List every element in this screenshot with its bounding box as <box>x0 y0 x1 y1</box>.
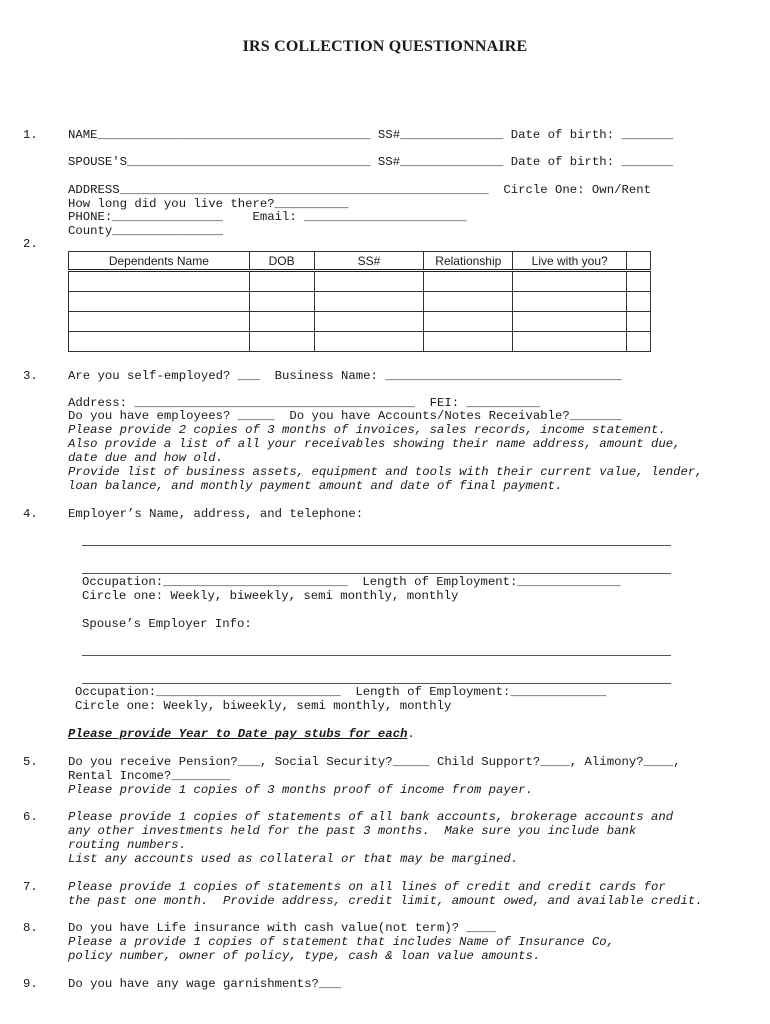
dependents-header-row <box>69 252 651 271</box>
table-cell[interactable] <box>314 271 424 292</box>
assets-instruction: Provide list of business assets, equipment and tools with their current value, lender, <box>68 465 703 479</box>
pension-line[interactable]: Do you receive Pension?___, Social Security?_____ Child Support?____, Alimony?____, <box>68 755 681 769</box>
table-cell[interactable] <box>424 332 513 352</box>
section-number-5: 5. <box>23 755 38 769</box>
assets-instruction-cont: loan balance, and monthly payment amount and date of final payment. <box>68 479 563 493</box>
section-number-7: 7. <box>23 880 38 894</box>
employees-line[interactable]: Do you have employees? _____ Do you have Accounts/Notes Receivable?_______ <box>68 409 622 423</box>
table-cell[interactable] <box>627 271 651 292</box>
occupation-line[interactable]: Occupation:_________________________ Length of Employment:______________ <box>82 575 621 589</box>
table-row <box>69 271 651 292</box>
spouse-occupation-line[interactable]: Occupation:_________________________ Length of Employment:_____________ <box>75 685 607 699</box>
section-number-2: 2. <box>23 237 38 251</box>
county-field-line[interactable]: County_______________ <box>68 224 223 238</box>
phone-email-field-line[interactable]: PHONE:_______________ Email: ______________________ <box>68 210 467 224</box>
section-number-3: 3. <box>23 369 38 383</box>
col-dob: DOB <box>249 252 314 271</box>
col-ss: SS# <box>314 252 424 271</box>
spouse-employer-label: Spouse’s Employer Info: <box>82 617 252 631</box>
self-employed-line[interactable]: Are you self-employed? ___ Business Name: ________________________________ <box>68 369 622 383</box>
income-proof-instruction: Please provide 1 copies of 3 months proof of income from payer. <box>68 783 533 797</box>
life-insurance-line[interactable]: Do you have Life insurance with cash value(not term)? ____ <box>68 921 497 935</box>
bank-statements-instruction-3: routing numbers. <box>68 838 187 852</box>
employer-info-label: Employer’s Name, address, and telephone: <box>68 507 364 521</box>
wage-garnishments-line[interactable]: Do you have any wage garnishments?___ <box>68 977 342 991</box>
table-cell[interactable] <box>314 332 424 352</box>
insurance-instruction-2: policy number, owner of policy, type, cash & loan value amounts. <box>68 949 541 963</box>
receivables-instruction: Also provide a list of all your receivables showing their name address, amount due, <box>68 437 681 451</box>
table-cell[interactable] <box>424 312 513 332</box>
pay-stubs-text: Please provide Year to Date pay stubs for each <box>68 727 408 741</box>
receivables-instruction-cont: date due and how old. <box>68 451 223 465</box>
credit-statements-instruction: Please provide 1 copies of statements on all lines of credit and credit cards for <box>68 880 666 894</box>
table-cell[interactable] <box>513 332 627 352</box>
business-address-line[interactable]: Address: ______________________________________ FEI: __________ <box>68 396 541 410</box>
pay-frequency-line[interactable]: Circle one: Weekly, biweekly, semi monthly, monthly <box>82 589 459 603</box>
table-cell[interactable] <box>249 292 314 312</box>
table-cell[interactable] <box>69 271 250 292</box>
table-row <box>69 332 651 352</box>
col-relationship: Relationship <box>424 252 513 271</box>
bank-statements-instruction-2: any other investments held for the past 3 months. Make sure you include bank <box>68 824 637 838</box>
section-number-6: 6. <box>23 810 38 824</box>
employer-blank-line-1[interactable] <box>82 545 671 546</box>
section-number-1: 1. <box>23 128 38 142</box>
collateral-instruction: List any accounts used as collateral or that may be margined. <box>68 852 519 866</box>
table-cell[interactable] <box>314 312 424 332</box>
section-number-4: 4. <box>23 507 38 521</box>
table-cell[interactable] <box>69 332 250 352</box>
spouse-pay-frequency-line[interactable]: Circle one: Weekly, biweekly, semi monthly, monthly <box>75 699 452 713</box>
spouse-employer-blank-line-1[interactable] <box>82 655 671 656</box>
credit-statements-instruction-2: the past one month. Provide address, credit limit, amount owed, and available credit. <box>68 894 703 908</box>
address-field-line[interactable]: ADDRESS__________________________________________________ Circle One: Own/Rent <box>68 183 651 197</box>
table-cell[interactable] <box>69 292 250 312</box>
table-cell[interactable] <box>424 292 513 312</box>
section-number-8: 8. <box>23 921 38 935</box>
section-number-9: 9. <box>23 977 38 991</box>
col-live-with-you: Live with you? <box>513 252 627 271</box>
page-title: IRS COLLECTION QUESTIONNAIRE <box>242 38 528 55</box>
spouse-employer-blank-line-2[interactable] <box>82 683 671 684</box>
table-row <box>69 312 651 332</box>
table-cell[interactable] <box>314 292 424 312</box>
rental-income-line[interactable]: Rental Income?________ <box>68 769 231 783</box>
name-field-line[interactable]: NAME_____________________________________ SS#______________ Date of birth: _______ <box>68 128 674 142</box>
table-cell[interactable] <box>627 292 651 312</box>
employer-blank-line-2[interactable] <box>82 573 671 574</box>
table-row <box>69 292 651 312</box>
bank-statements-instruction: Please provide 1 copies of statements of all bank accounts, brokerage accounts and <box>68 810 674 824</box>
insurance-instruction: Please a provide 1 copies of statement that includes Name of Insurance Co, <box>68 935 615 949</box>
col-dependents-name: Dependents Name <box>69 252 250 271</box>
table-cell[interactable] <box>513 312 627 332</box>
table-cell[interactable] <box>513 292 627 312</box>
dependents-table <box>68 251 651 352</box>
table-cell[interactable] <box>424 271 513 292</box>
table-cell[interactable] <box>249 332 314 352</box>
how-long-field-line[interactable]: How long did you live there?__________ <box>68 197 349 211</box>
col-extra <box>627 252 651 271</box>
pay-stubs-period: . <box>407 727 415 741</box>
table-cell[interactable] <box>249 271 314 292</box>
table-cell[interactable] <box>627 332 651 352</box>
table-cell[interactable] <box>249 312 314 332</box>
table-cell[interactable] <box>627 312 651 332</box>
spouse-field-line[interactable]: SPOUSE'S_________________________________ SS#______________ Date of birth: _______ <box>68 155 674 169</box>
invoices-instruction: Please provide 2 copies of 3 months of invoices, sales records, income statement. <box>68 423 666 437</box>
pay-stubs-note <box>68 727 415 741</box>
table-cell[interactable] <box>69 312 250 332</box>
table-cell[interactable] <box>513 271 627 292</box>
